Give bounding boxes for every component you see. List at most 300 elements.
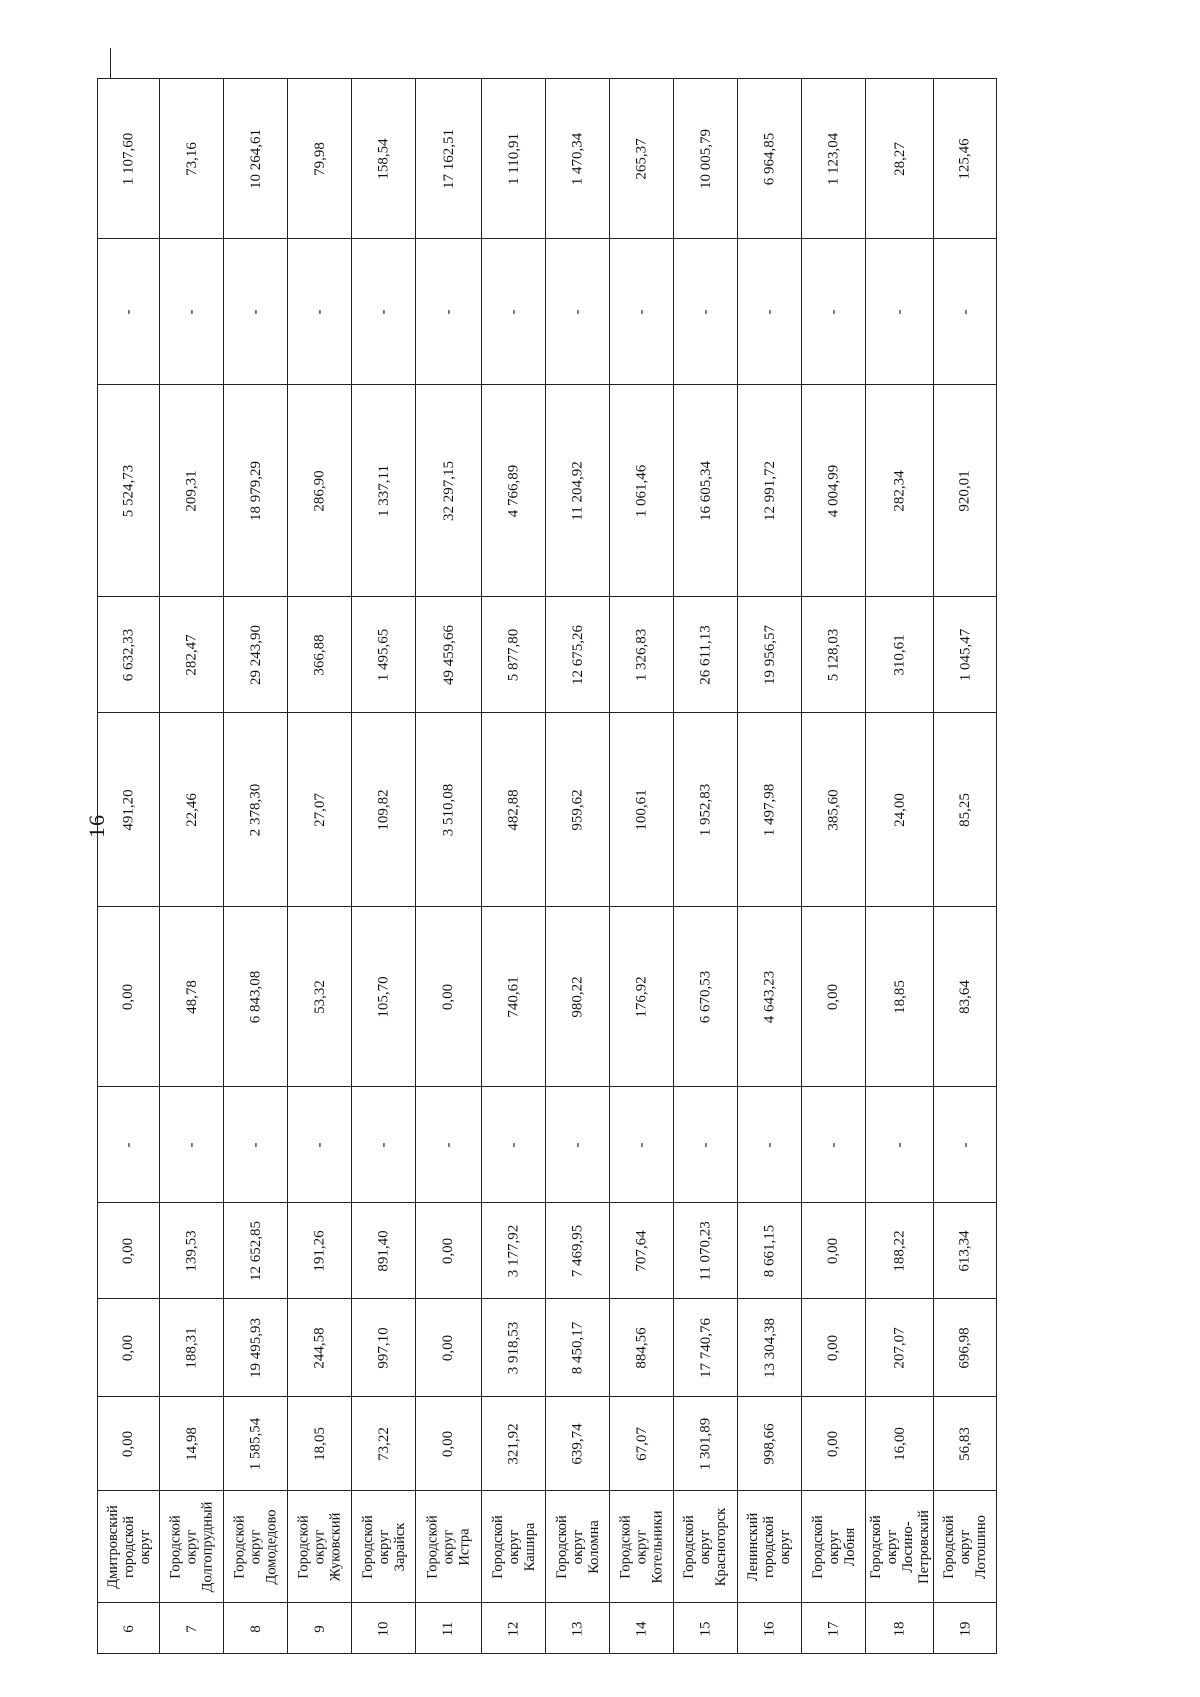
municipality-name: Городской округ Красногорск	[681, 1507, 730, 1586]
row-number: 14	[633, 1621, 650, 1637]
value-cell-c6	[674, 713, 737, 907]
value-cell-c8	[802, 385, 865, 597]
value-c1: 639,74	[569, 1422, 586, 1465]
value-cell-c6	[546, 713, 609, 907]
value-cell-c4	[738, 1087, 801, 1203]
value-cell-c1	[160, 1397, 223, 1491]
municipality-name-cell	[674, 1491, 737, 1603]
value-c8: 286,90	[311, 469, 328, 512]
value-c1: 0,00	[120, 1430, 137, 1457]
value-cell-c3	[224, 1203, 287, 1299]
value-cell-c2	[934, 1299, 996, 1397]
row-number: 11	[440, 1621, 457, 1637]
value-c5: 18,85	[891, 979, 908, 1014]
value-cell-c10	[482, 79, 545, 239]
value-c10: 17 162,51	[440, 128, 457, 189]
value-cell-c4	[546, 1087, 609, 1203]
row-number: 18	[891, 1621, 908, 1637]
value-cell-c6	[98, 713, 159, 907]
value-c8: 282,34	[891, 469, 908, 512]
value-c8: 16 605,34	[697, 460, 714, 521]
table-row	[415, 78, 481, 1654]
value-cell-c5	[482, 907, 545, 1087]
value-cell-c5	[288, 907, 351, 1087]
value-c6: 109,82	[375, 788, 392, 831]
value-cell-c10	[802, 79, 865, 239]
value-cell-c4	[934, 1087, 996, 1203]
value-cell-c1	[866, 1397, 933, 1491]
municipality-name-cell	[352, 1491, 415, 1603]
value-c10: 1 123,04	[825, 132, 842, 185]
value-cell-c2	[224, 1299, 287, 1397]
value-c4: -	[633, 1142, 650, 1147]
value-c9: -	[120, 309, 137, 314]
value-cell-c10	[546, 79, 609, 239]
value-c1: 56,83	[957, 1426, 973, 1461]
value-cell-c9	[546, 239, 609, 385]
row-number: 16	[761, 1621, 778, 1637]
value-c1: 0,00	[825, 1430, 842, 1457]
value-cell-c8	[416, 385, 481, 597]
value-c9: -	[825, 309, 842, 314]
value-c2: 17 740,76	[697, 1317, 714, 1378]
value-c1: 18,05	[311, 1426, 328, 1461]
value-c2: 0,00	[120, 1334, 137, 1361]
value-cell-c10	[160, 79, 223, 239]
value-c7: 282,47	[183, 633, 200, 676]
municipality-name-cell	[738, 1491, 801, 1603]
value-c6: 1 497,98	[761, 783, 778, 836]
value-c7: 12 675,26	[569, 624, 586, 685]
value-cell-c3	[934, 1203, 996, 1299]
value-cell-c5	[738, 907, 801, 1087]
value-cell-c1	[288, 1397, 351, 1491]
value-c4: -	[569, 1142, 586, 1147]
value-c9: -	[375, 309, 392, 314]
value-c10: 28,27	[891, 141, 908, 176]
municipality-name: Городской округ Домодедово	[231, 1508, 280, 1585]
value-c4: -	[697, 1142, 714, 1147]
value-cell-c3	[866, 1203, 933, 1299]
municipality-name-cell	[866, 1491, 933, 1603]
value-c8: 209,31	[183, 469, 200, 512]
municipality-name-cell	[610, 1491, 673, 1603]
table-row	[865, 78, 933, 1654]
value-c10: 10 005,79	[697, 128, 714, 189]
value-c1: 321,92	[505, 1422, 522, 1465]
value-c5: 0,00	[120, 983, 137, 1010]
value-cell-c2	[160, 1299, 223, 1397]
value-cell-c6	[802, 713, 865, 907]
row-number-cell	[738, 1603, 801, 1655]
table-row	[159, 78, 223, 1654]
value-cell-c1	[610, 1397, 673, 1491]
value-c3: 0,00	[825, 1237, 842, 1264]
value-c10: 6 964,85	[761, 132, 778, 185]
value-cell-c8	[224, 385, 287, 597]
value-cell-c4	[674, 1087, 737, 1203]
value-c7: 366,88	[311, 633, 328, 676]
value-cell-c10	[352, 79, 415, 239]
value-cell-c1	[482, 1397, 545, 1491]
municipality-name-cell	[288, 1491, 351, 1603]
row-number-cell	[416, 1603, 481, 1655]
value-cell-c7	[98, 597, 159, 713]
value-c9: -	[440, 309, 457, 314]
value-cell-c5	[352, 907, 415, 1087]
value-c2: 997,10	[375, 1326, 392, 1369]
value-cell-c4	[160, 1087, 223, 1203]
value-c9: -	[957, 309, 973, 314]
value-c10: 79,98	[311, 141, 328, 176]
value-cell-c7	[224, 597, 287, 713]
value-cell-c6	[224, 713, 287, 907]
value-cell-c2	[866, 1299, 933, 1397]
value-cell-c5	[610, 907, 673, 1087]
row-number-cell	[610, 1603, 673, 1655]
value-c3: 613,34	[957, 1229, 973, 1272]
municipality-name-cell	[546, 1491, 609, 1603]
value-cell-c4	[610, 1087, 673, 1203]
value-cell-c2	[98, 1299, 159, 1397]
value-c10: 1 107,60	[120, 132, 137, 185]
value-c7: 6 632,33	[120, 628, 137, 681]
value-c8: 920,01	[957, 469, 973, 512]
value-c8: 12 991,72	[761, 460, 778, 521]
value-cell-c8	[288, 385, 351, 597]
value-cell-c3	[98, 1203, 159, 1299]
value-c9: -	[569, 309, 586, 314]
municipality-name: Городской округ Жуковский	[295, 1512, 344, 1581]
value-c2: 0,00	[825, 1334, 842, 1361]
value-cell-c6	[416, 713, 481, 907]
value-c6: 22,46	[183, 792, 200, 827]
value-cell-c7	[866, 597, 933, 713]
row-number: 6	[120, 1625, 137, 1633]
value-cell-c9	[934, 239, 996, 385]
value-cell-c6	[866, 713, 933, 907]
value-cell-c4	[416, 1087, 481, 1203]
value-c8: 18 979,29	[247, 460, 264, 521]
value-c10: 73,16	[183, 141, 200, 176]
value-c1: 0,00	[440, 1430, 457, 1457]
value-cell-c9	[352, 239, 415, 385]
value-cell-c5	[160, 907, 223, 1087]
value-c5: 176,92	[633, 975, 650, 1018]
municipality-name: Городской округ Лобня	[809, 1514, 858, 1579]
value-cell-c2	[482, 1299, 545, 1397]
value-cell-c9	[802, 239, 865, 385]
municipality-name-cell	[224, 1491, 287, 1603]
value-c8: 11 204,92	[569, 460, 586, 521]
value-cell-c7	[610, 597, 673, 713]
row-number: 19	[957, 1621, 973, 1637]
value-c7: 1 326,83	[633, 628, 650, 681]
value-cell-c8	[160, 385, 223, 597]
value-c6: 3 510,08	[440, 783, 457, 836]
value-cell-c6	[934, 713, 996, 907]
value-cell-c9	[674, 239, 737, 385]
value-c2: 0,00	[440, 1334, 457, 1361]
table-row	[545, 78, 609, 1654]
table-row	[351, 78, 415, 1654]
value-cell-c5	[224, 907, 287, 1087]
value-c2: 8 450,17	[569, 1321, 586, 1374]
value-c6: 85,25	[957, 792, 973, 827]
value-cell-c7	[674, 597, 737, 713]
value-cell-c6	[352, 713, 415, 907]
value-c2: 244,58	[311, 1326, 328, 1369]
value-cell-c1	[98, 1397, 159, 1491]
value-cell-c7	[160, 597, 223, 713]
row-number-cell	[224, 1603, 287, 1655]
value-c1: 14,98	[183, 1426, 200, 1461]
municipality-name: Дмитровский городской округ	[104, 1504, 153, 1589]
value-c2: 207,07	[891, 1326, 908, 1369]
value-cell-c9	[288, 239, 351, 385]
value-cell-c5	[674, 907, 737, 1087]
value-cell-c10	[288, 79, 351, 239]
value-cell-c4	[288, 1087, 351, 1203]
value-cell-c4	[352, 1087, 415, 1203]
value-c10: 1 470,34	[569, 132, 586, 185]
municipality-name: Городской округ Лосино-Петровский	[867, 1509, 932, 1584]
value-cell-c10	[934, 79, 996, 239]
value-cell-c6	[610, 713, 673, 907]
value-c4: -	[957, 1142, 973, 1147]
value-c5: 0,00	[440, 983, 457, 1010]
municipality-name: Городской округ Зарайск	[359, 1514, 408, 1579]
municipality-name: Городской округ Котельники	[617, 1510, 666, 1583]
value-cell-c2	[674, 1299, 737, 1397]
value-c9: -	[311, 309, 328, 314]
municipality-name: Городской округ Коломна	[553, 1514, 602, 1579]
value-cell-c9	[738, 239, 801, 385]
value-cell-c3	[288, 1203, 351, 1299]
value-cell-c7	[802, 597, 865, 713]
value-c6: 491,20	[120, 788, 137, 831]
value-cell-c9	[416, 239, 481, 385]
row-number-cell	[866, 1603, 933, 1655]
table-row	[223, 78, 287, 1654]
value-cell-c9	[224, 239, 287, 385]
value-c3: 188,22	[891, 1229, 908, 1272]
row-number-cell	[98, 1603, 159, 1655]
value-c9: -	[183, 309, 200, 314]
value-cell-c7	[352, 597, 415, 713]
row-number-cell	[674, 1603, 737, 1655]
table-row	[673, 78, 737, 1654]
value-c3: 707,64	[633, 1229, 650, 1272]
value-cell-c7	[416, 597, 481, 713]
value-c4: -	[505, 1142, 522, 1147]
row-number-cell	[934, 1603, 996, 1655]
value-c3: 3 177,92	[505, 1224, 522, 1277]
row-number-cell	[482, 1603, 545, 1655]
value-cell-c8	[866, 385, 933, 597]
value-c10: 158,54	[375, 137, 392, 180]
value-c4: -	[120, 1142, 137, 1147]
value-c9: -	[697, 309, 714, 314]
value-cell-c3	[352, 1203, 415, 1299]
value-cell-c8	[546, 385, 609, 597]
value-c5: 740,61	[505, 975, 522, 1018]
value-cell-c6	[160, 713, 223, 907]
municipality-name: Городской округ Лотошино	[941, 1514, 989, 1579]
value-c2: 188,31	[183, 1326, 200, 1369]
value-c3: 7 469,95	[569, 1224, 586, 1277]
value-c4: -	[183, 1142, 200, 1147]
value-cell-c1	[802, 1397, 865, 1491]
row-number-cell	[802, 1603, 865, 1655]
row-number-cell	[546, 1603, 609, 1655]
value-cell-c2	[738, 1299, 801, 1397]
row-number-cell	[352, 1603, 415, 1655]
page-number: 16	[84, 814, 109, 838]
table-row	[609, 78, 673, 1654]
table-row	[481, 78, 545, 1654]
value-cell-c8	[934, 385, 996, 597]
row-number-cell	[288, 1603, 351, 1655]
row-number: 17	[825, 1621, 842, 1637]
value-c7: 19 956,57	[761, 624, 778, 685]
value-cell-c1	[352, 1397, 415, 1491]
value-c3: 191,26	[311, 1229, 328, 1272]
value-c7: 1 495,65	[375, 628, 392, 681]
top-rule	[110, 48, 111, 78]
value-cell-c1	[934, 1397, 996, 1491]
row-number: 7	[183, 1625, 200, 1633]
value-c7: 49 459,66	[440, 624, 457, 685]
value-cell-c10	[866, 79, 933, 239]
value-cell-c2	[546, 1299, 609, 1397]
value-c9: -	[247, 309, 264, 314]
municipality-name-cell	[482, 1491, 545, 1603]
value-cell-c1	[738, 1397, 801, 1491]
value-c1: 998,66	[761, 1422, 778, 1465]
value-c1: 1 585,54	[247, 1417, 264, 1470]
value-c8: 1 061,46	[633, 464, 650, 517]
value-cell-c5	[416, 907, 481, 1087]
municipality-name: Ленинский городской округ	[745, 1512, 794, 1581]
value-cell-c2	[352, 1299, 415, 1397]
value-c6: 482,88	[505, 788, 522, 831]
value-cell-c5	[98, 907, 159, 1087]
value-cell-c8	[482, 385, 545, 597]
value-cell-c1	[674, 1397, 737, 1491]
value-cell-c10	[674, 79, 737, 239]
value-c10: 10 264,61	[247, 128, 264, 189]
value-cell-c2	[802, 1299, 865, 1397]
value-cell-c4	[866, 1087, 933, 1203]
value-cell-c9	[98, 239, 159, 385]
value-c5: 105,70	[375, 975, 392, 1018]
value-cell-c8	[674, 385, 737, 597]
value-c7: 5 877,80	[505, 628, 522, 681]
value-c10: 125,46	[957, 137, 973, 180]
value-cell-c9	[482, 239, 545, 385]
value-cell-c10	[738, 79, 801, 239]
value-c3: 139,53	[183, 1229, 200, 1272]
value-cell-c7	[288, 597, 351, 713]
value-cell-c10	[98, 79, 159, 239]
municipality-name-cell	[160, 1491, 223, 1603]
value-c1: 73,22	[375, 1426, 392, 1461]
rotated-data-table	[97, 78, 1097, 1654]
value-c2: 19 495,93	[247, 1317, 264, 1378]
value-c9: -	[761, 309, 778, 314]
value-c8: 4 766,89	[505, 464, 522, 517]
value-c6: 27,07	[311, 792, 328, 827]
value-cell-c10	[224, 79, 287, 239]
value-cell-c6	[482, 713, 545, 907]
value-c5: 48,78	[183, 979, 200, 1014]
value-cell-c9	[160, 239, 223, 385]
value-cell-c1	[416, 1397, 481, 1491]
value-cell-c3	[416, 1203, 481, 1299]
row-number: 13	[569, 1621, 586, 1637]
value-cell-c7	[482, 597, 545, 713]
table-row	[97, 78, 159, 1654]
value-c4: -	[440, 1142, 457, 1147]
value-cell-c7	[738, 597, 801, 713]
value-c1: 67,07	[633, 1426, 650, 1461]
value-c6: 1 952,83	[697, 783, 714, 836]
value-cell-c2	[416, 1299, 481, 1397]
value-cell-c8	[352, 385, 415, 597]
row-number: 15	[697, 1621, 714, 1637]
value-c5: 0,00	[825, 983, 842, 1010]
value-cell-c8	[610, 385, 673, 597]
value-c2: 696,98	[957, 1326, 973, 1369]
row-number-cell	[160, 1603, 223, 1655]
value-c8: 4 004,99	[825, 464, 842, 517]
table-row	[933, 78, 997, 1654]
municipality-name-cell	[98, 1491, 159, 1603]
value-c10: 1 110,91	[505, 132, 522, 185]
value-cell-c6	[288, 713, 351, 907]
value-cell-c2	[610, 1299, 673, 1397]
municipality-name-cell	[802, 1491, 865, 1603]
value-c3: 0,00	[120, 1237, 137, 1264]
value-c4: -	[375, 1142, 392, 1147]
value-c3: 0,00	[440, 1237, 457, 1264]
value-cell-c5	[546, 907, 609, 1087]
value-c2: 13 304,38	[761, 1317, 778, 1378]
value-cell-c10	[610, 79, 673, 239]
value-c4: -	[761, 1142, 778, 1147]
value-cell-c4	[802, 1087, 865, 1203]
value-c9: -	[891, 309, 908, 314]
value-cell-c3	[160, 1203, 223, 1299]
value-c6: 100,61	[633, 788, 650, 831]
value-cell-c3	[802, 1203, 865, 1299]
row-number: 12	[505, 1621, 522, 1637]
value-cell-c3	[738, 1203, 801, 1299]
value-c1: 16,00	[891, 1426, 908, 1461]
value-cell-c8	[738, 385, 801, 597]
value-c7: 1 045,47	[957, 628, 973, 681]
value-c3: 12 652,85	[247, 1220, 264, 1281]
value-cell-c7	[546, 597, 609, 713]
value-cell-c5	[866, 907, 933, 1087]
row-number: 10	[375, 1621, 392, 1637]
municipality-name-cell	[934, 1491, 996, 1603]
value-c10: 265,37	[633, 137, 650, 180]
value-c3: 8 661,15	[761, 1224, 778, 1277]
value-c4: -	[247, 1142, 264, 1147]
value-cell-c3	[674, 1203, 737, 1299]
